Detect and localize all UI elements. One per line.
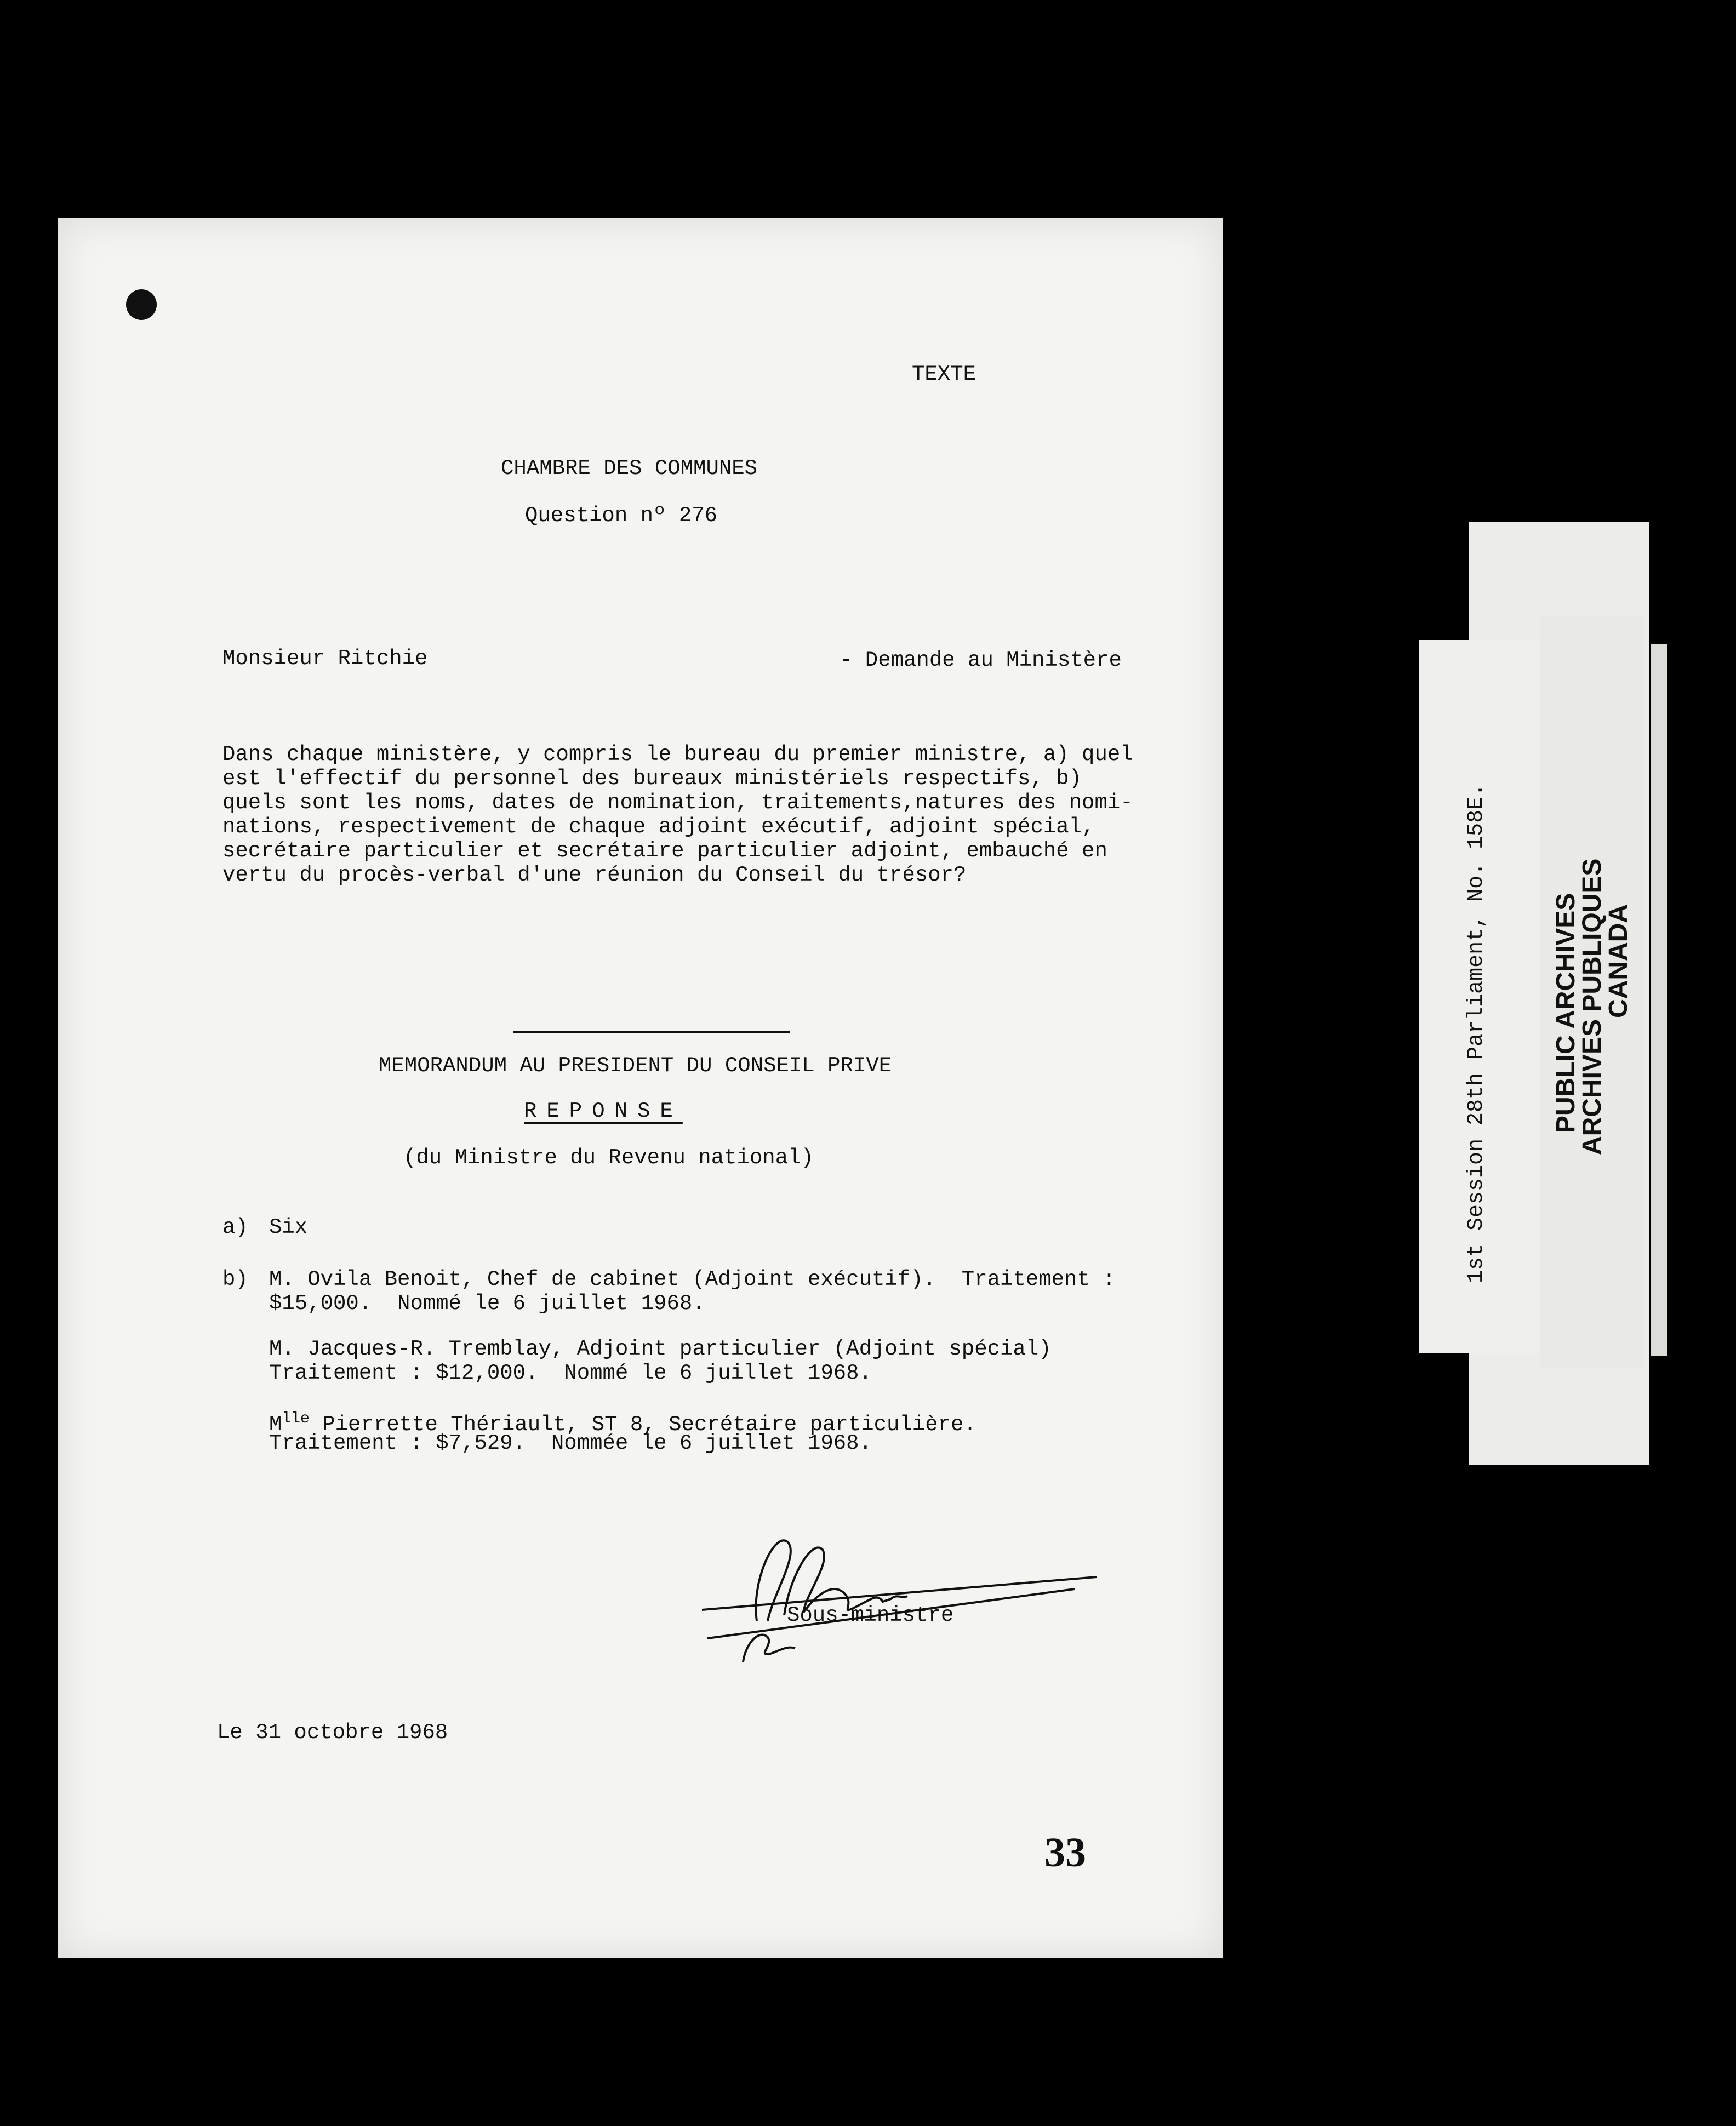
- appointee-3-name: Pierrette Thériault, ST 8, Secrétaire particulière.: [309, 1413, 976, 1437]
- archive-name-fr: ARCHIVES PUBLIQUES: [1578, 858, 1607, 1155]
- appointee-1-line2: $15,000. Nommé le 6 juillet 1968.: [269, 1291, 705, 1316]
- page-number: 33: [1044, 1830, 1086, 1876]
- appointee-2-line1: M. Jacques-R. Tremblay, Adjoint particulier (Adjoint spécial): [269, 1337, 1052, 1361]
- archive-label-edge: [1651, 644, 1667, 1356]
- request-type: - Demande au Ministère: [840, 648, 1122, 672]
- answer-a-label: a): [222, 1215, 248, 1239]
- texte-label: TEXTE: [912, 362, 976, 386]
- archive-name-en: PUBLIC ARCHIVES: [1551, 893, 1580, 1133]
- appointee-2-line2: Traitement : $12,000. Nommé le 6 juillet 1968.: [269, 1361, 872, 1385]
- question-line: secrétaire particulier et secrétaire particulier adjoint, embauché en: [222, 839, 1107, 863]
- answer-b-label: b): [222, 1267, 248, 1291]
- from-minister: (du Ministre du Revenu national): [403, 1146, 814, 1170]
- appointee-3-line2: Traitement : $7,529. Nommée le 6 juillet 1968.: [269, 1431, 872, 1455]
- title-superscript: lle: [282, 1410, 310, 1427]
- asker-name: Monsieur Ritchie: [222, 647, 428, 671]
- question-number: Question nº 276: [525, 504, 718, 528]
- reponse-heading: REPONSE: [524, 1099, 683, 1123]
- question-text: [222, 742, 1181, 887]
- session-reference: 1st Session 28th Parliament, No. 158E.: [1464, 783, 1489, 1283]
- signature-title: Sous-ministre: [787, 1603, 954, 1627]
- question-line: est l'effectif du personnel des bureaux ministériels respectifs, b): [222, 767, 1082, 791]
- archive-country: CANADA: [1604, 904, 1633, 1018]
- question-line: quels sont les noms, dates de nomination, traitements,natures des nomi-: [222, 791, 1133, 815]
- question-line: Dans chaque ministère, y compris le bureau du premier ministre, a) quel: [222, 742, 1133, 767]
- answer-a: Six: [269, 1215, 308, 1239]
- document-date: Le 31 octobre 1968: [217, 1721, 448, 1745]
- memo-heading: MEMORANDUM AU PRESIDENT DU CONSEIL PRIVE: [379, 1054, 892, 1078]
- title-prefix: M: [269, 1413, 282, 1437]
- question-line: nations, respectivement de chaque adjoint exécutif, adjoint spécial,: [222, 815, 1095, 839]
- punch-hole: [126, 289, 157, 320]
- document-page: [58, 218, 1223, 1958]
- separator-rule: [513, 1031, 790, 1033]
- signature: [691, 1511, 1107, 1665]
- question-line: vertu du procès-verbal d'une réunion du Conseil du trésor?: [222, 863, 967, 887]
- appointee-1-line1: M. Ovila Benoit, Chef de cabinet (Adjoint exécutif). Traitement :: [269, 1267, 1116, 1291]
- house-heading: CHAMBRE DES COMMUNES: [501, 456, 758, 481]
